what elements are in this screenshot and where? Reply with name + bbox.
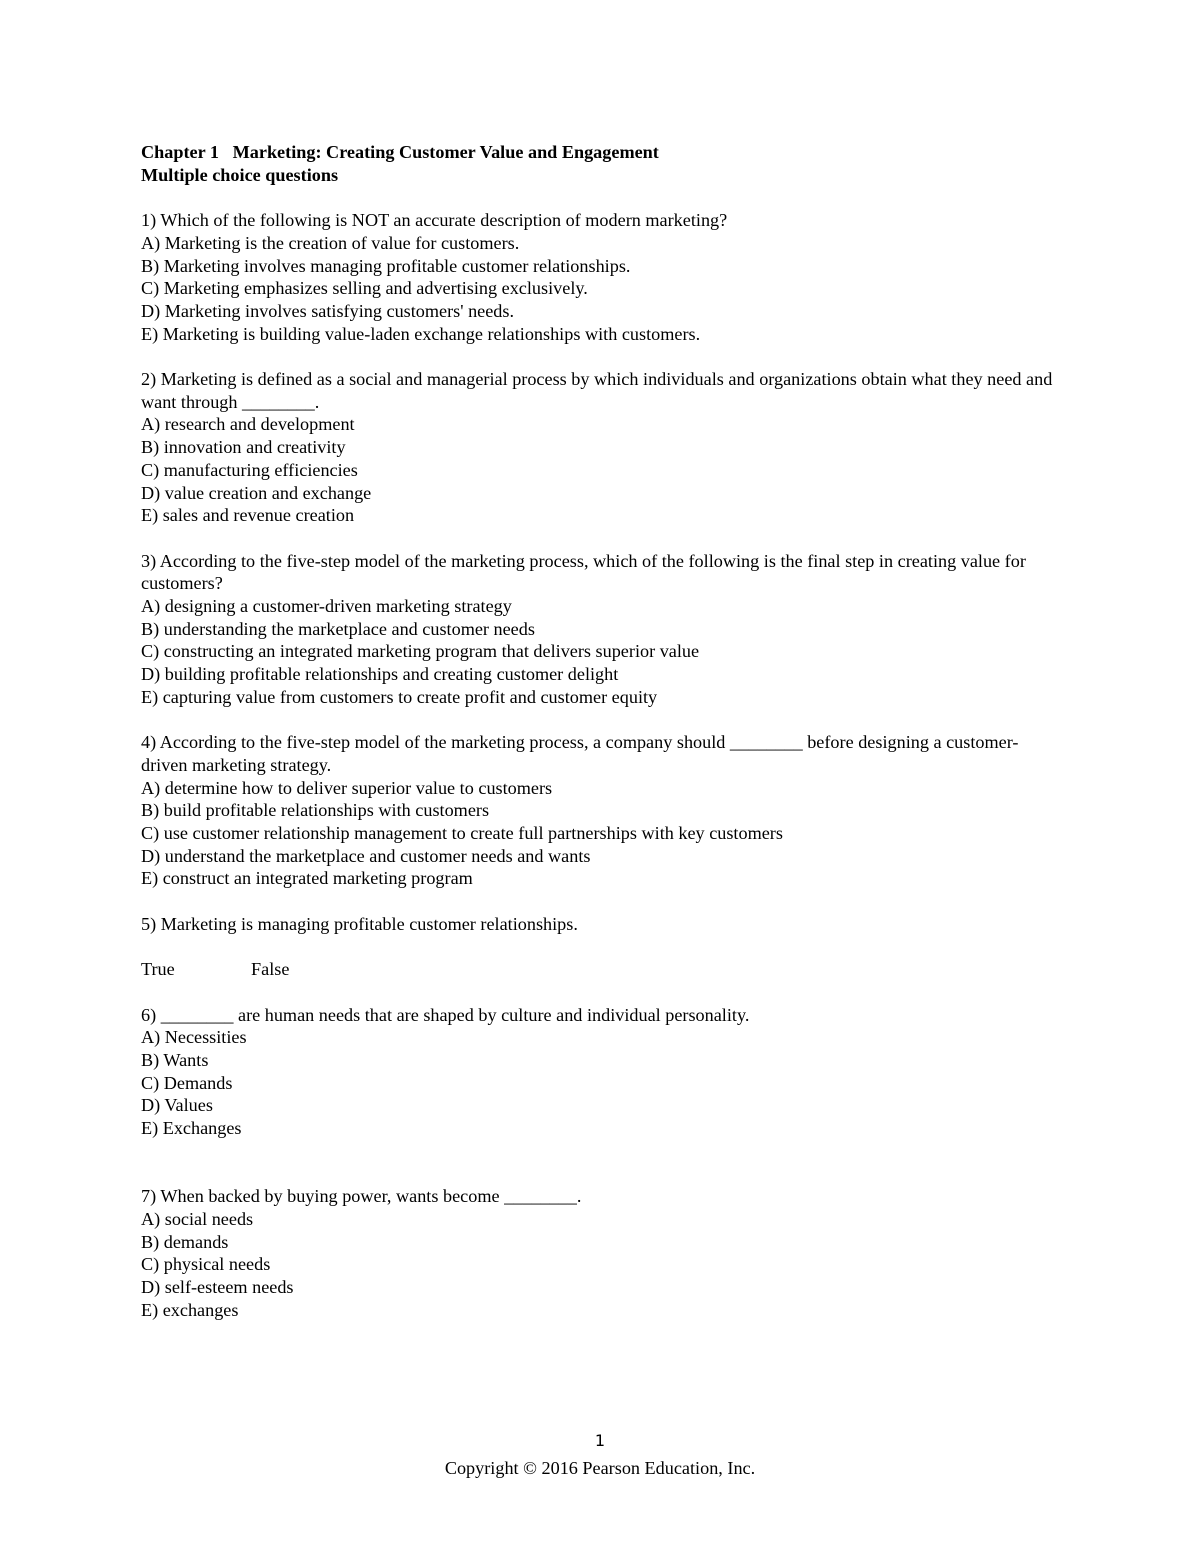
answer-option: D) Values [141, 1095, 213, 1116]
question-text: 7) When backed by buying power, wants become ________. [141, 1186, 582, 1207]
answer-option: E) exchanges [141, 1299, 239, 1320]
answer-option: E) sales and revenue creation [141, 505, 355, 526]
true-false-options [141, 958, 1061, 981]
question-text: 6) ________ are human needs that are shaped by culture and individual personality. [141, 1004, 750, 1025]
answer-option: D) self-esteem needs [141, 1277, 294, 1298]
question-7 [141, 1185, 1061, 1321]
question-text: 3) According to the five-step model of the marketing process, which of the following is the final step in creating value for customers? [141, 550, 1026, 594]
question-4 [141, 731, 1061, 890]
question-text: 2) Marketing is defined as a social and managerial process by which individuals and organizations obtain what they need and want through ________. [141, 369, 1053, 412]
question-1 [141, 209, 1061, 345]
answer-option: A) designing a customer-driven marketing strategy [141, 596, 512, 617]
answer-option: D) building profitable relationships and creating customer delight [141, 664, 619, 685]
answer-option: A) research and development [141, 414, 355, 435]
answer-option: E) Marketing is building value-laden exchange relationships with customers. [141, 323, 701, 344]
answer-option: B) build profitable relationships with customers [141, 800, 490, 821]
answer-option: D) value creation and exchange [141, 482, 372, 503]
true-option: True [141, 959, 175, 980]
answer-option: B) demands [141, 1231, 229, 1252]
answer-option: C) constructing an integrated marketing program that delivers superior value [141, 641, 700, 662]
answer-option: B) understanding the marketplace and customer needs [141, 618, 535, 639]
copyright-notice: Copyright © 2016 Pearson Education, Inc. [444, 1458, 756, 1478]
answer-option: C) use customer relationship management to create full partnerships with key customers [141, 823, 783, 844]
section-subtitle: Multiple choice questions [141, 164, 339, 185]
page-number: 1 [594, 1431, 606, 1450]
answer-option: C) manufacturing efficiencies [141, 459, 358, 480]
answer-option: D) Marketing involves satisfying customers' needs. [141, 300, 515, 321]
question-2 [141, 368, 1061, 527]
answer-option: B) Wants [141, 1050, 209, 1071]
answer-option: C) Demands [141, 1072, 233, 1093]
question-5 [141, 913, 1061, 981]
question-text: 4) According to the five-step model of the marketing process, a company should ________ before designing a customer-driven marketing strategy. [141, 732, 1019, 775]
answer-option: A) Marketing is the creation of value for customers. [141, 232, 520, 253]
answer-option: E) Exchanges [141, 1118, 242, 1139]
answer-option: E) construct an integrated marketing program [141, 868, 473, 889]
answer-option: B) innovation and creativity [141, 437, 346, 458]
answer-option: C) physical needs [141, 1254, 271, 1275]
answer-option: D) understand the marketplace and customer needs and wants [141, 845, 591, 866]
question-3 [141, 550, 1061, 709]
document-body [141, 141, 1061, 1321]
answer-option: B) Marketing involves managing profitable customer relationships. [141, 255, 631, 276]
question-text: 1) Which of the following is NOT an accurate description of modern marketing? [141, 210, 728, 231]
question-text: 5) Marketing is managing profitable customer relationships. [141, 913, 578, 934]
answer-option: A) Necessities [141, 1027, 247, 1048]
answer-option: A) determine how to deliver superior value to customers [141, 777, 553, 798]
question-6 [141, 1004, 1061, 1140]
false-option: False [251, 959, 290, 980]
answer-option: E) capturing value from customers to create profit and customer equity [141, 686, 658, 707]
answer-option: A) social needs [141, 1208, 254, 1229]
chapter-title: Chapter 1 Marketing: Creating Customer Value and Engagement [141, 142, 659, 162]
answer-option: C) Marketing emphasizes selling and advertising exclusively. [141, 278, 588, 299]
